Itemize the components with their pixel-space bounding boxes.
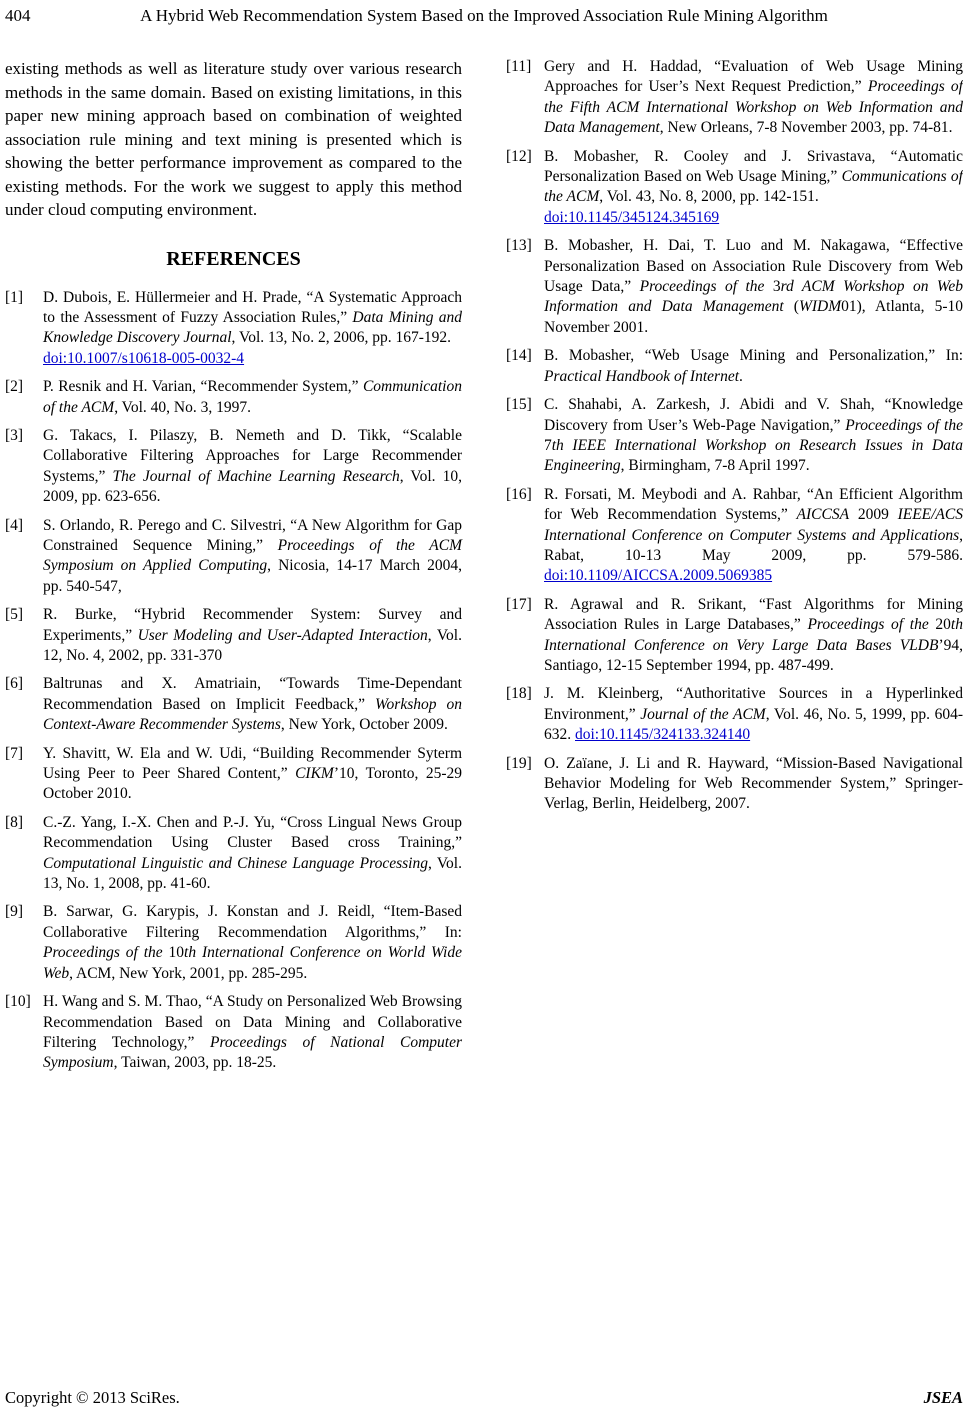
reference-item <box>506 395 963 477</box>
reference-item <box>506 485 963 587</box>
reference-item <box>506 684 963 745</box>
reference-text: S. Orlando, R. Perego and C. Silvestri, “A New Algorithm for Gap Constrained Sequence Mining,” Proceedings of the ACM Symposium on Applied Computing, Nicosia, 14-17 March 2004, pp. 540-547, <box>43 516 462 595</box>
reference-label: [18] <box>506 685 532 703</box>
reference-text: Y. Shavitt, W. Ela and W. Udi, “Building Recommender Syterm Using Peer to Peer Shared Content,” CIKM’10, Toronto, 25-29 October 2010. <box>43 744 462 803</box>
italic-title: th International Conference on World Wide Web <box>43 944 462 982</box>
italic-title: Communications of the ACM <box>544 168 963 206</box>
reference-item <box>506 147 963 229</box>
reference-text: R. Agrawal and R. Srikant, “Fast Algorithms for Mining Association Rules in Large Databases,” Proceedings of the 20th International Conference on Very Large Data Bases VLDB’94, Santiago, 12-15 September 1994, pp. 487-499. <box>544 595 963 674</box>
italic-title: Proceedings of the Fifth ACM International Workshop on Web Information and Data Management <box>544 78 963 137</box>
reference-text: J. M. Kleinberg, “Authoritative Sources in a Hyperlinked Environment,” Journal of the ACM, Vol. 46, No. 5, 1999, pp. 604-632. doi:10.1145/324133.324140 <box>544 685 963 744</box>
two-column-content <box>5 57 963 1112</box>
reference-label: [11] <box>506 58 532 75</box>
reference-item <box>5 674 462 735</box>
reference-item <box>5 426 462 508</box>
italic-title: Proceedings of the <box>43 944 169 962</box>
reference-text: G. Takacs, I. Pilaszy, B. Nemeth and D. Tikk, “Scalable Collaborative Filtering Approaches for Large Recommender Systems,” The Journal of Machine Learning Research, Vol. 10, 2009, pp. 623-656. <box>43 426 462 506</box>
doi-link[interactable]: doi:10.1145/345124.345169 <box>544 208 720 226</box>
reference-text: C. Shahabi, A. Zarkesh, J. Abidi and V. Shah, “Knowledge Discovery from User’s Web-Page Navigation,” Proceedings of the 7th IEEE International Workshop on Research Issues in Data Engineering, Birmingham, 7-8 April 1997. <box>544 396 963 475</box>
reference-label: [2] <box>5 378 24 396</box>
reference-label: [3] <box>5 426 24 444</box>
reference-item <box>5 288 462 370</box>
reference-text: O. Zaïane, J. Li and R. Hayward, “Mission-Based Navigational Behavior Modeling for Web Recommender System,” Springer-Verlag, Berlin, Heidelberg, 2007. <box>544 754 963 813</box>
copyright-text: Copyright © 2013 SciRes. <box>5 1388 180 1407</box>
italic-title: CIKM <box>295 765 334 783</box>
reference-label: [8] <box>5 813 24 831</box>
reference-label: [14] <box>506 347 532 365</box>
reference-item <box>506 236 963 338</box>
italic-title: Practical Handbook of Internet <box>544 367 739 385</box>
italic-title: AICCSA <box>796 506 850 524</box>
italic-title: Proceedings of the <box>845 416 963 434</box>
reference-text: Gery and H. Haddad, “Evaluation of Web Usage Mining Approaches for User’s Next Request Prediction,” Proceedings of the Fifth ACM International Workshop on Web Information and Data Management, New Orleans, 7-8 November 2003, pp. 74-81. <box>544 58 963 137</box>
reference-label: [7] <box>5 744 24 762</box>
reference-item <box>506 595 963 677</box>
reference-text: B. Mobasher, H. Dai, T. Luo and M. Nakagawa, “Effective Personalization Based on Association Rule Discovery from Web Usage Data,” Proceedings of the 3rd ACM Workshop on Web Information and Data Management (WIDM01), Atlanta, 5-10 November 2001. <box>544 237 963 336</box>
reference-label: [6] <box>5 675 24 693</box>
reference-label: [15] <box>506 396 532 414</box>
reference-item <box>5 516 462 598</box>
reference-text: Baltrunas and X. Amatriain, “Towards Time-Dependant Recommendation Based on Implicit Feedback,” Workshop on Context-Aware Recommender Systems, New York, October 2009. <box>43 675 463 734</box>
reference-label: [9] <box>5 903 24 921</box>
reference-label: [12] <box>506 147 532 165</box>
reference-item <box>5 813 462 895</box>
journal-abbrev: JSEA <box>923 1388 963 1407</box>
italic-title: Communication of the ACM <box>43 378 462 416</box>
italic-title: Data Mining and Knowledge Discovery Journal <box>43 308 462 347</box>
italic-title: Proceedings of National Computer Symposium <box>43 1033 462 1072</box>
italic-title: Proceedings of the <box>639 278 773 296</box>
page-footer <box>5 1388 963 1408</box>
reference-text: D. Dubois, E. Hüllermeier and H. Prade, “A Systematic Approach to the Assessment of Fuzzy Association Rules,” Data Mining and Knowledge Discovery Journal, Vol. 13, No. 2, 2006, pp. 167-192. doi:10.1007/s10618-005-0032-4 <box>43 288 462 367</box>
italic-title: WIDM <box>798 298 842 316</box>
reference-label: [10] <box>5 993 31 1011</box>
reference-label: [17] <box>506 595 532 613</box>
running-title: A Hybrid Web Recommendation System Based on the Improved Association Rule Mining Algorithm <box>140 6 828 25</box>
reference-label: [4] <box>5 516 24 534</box>
intro-paragraph: existing methods as well as literature study over various research methods in the same domain. Based on existing limitations, in this paper new mining approach based on combination of weighted association rule mining and text mining is presented which is showing the better performance improvement as compared to the existing methods. For the work we suggest to apply this method under cloud computing environment. <box>5 59 462 219</box>
italic-title: IEEE/ACS International Conference on Computer Systems and Applications <box>544 506 963 544</box>
reference-label: [16] <box>506 485 532 503</box>
page-number: 404 <box>5 6 31 25</box>
reference-item <box>506 346 963 387</box>
italic-title: Proceedings of the ACM Symposium on Applied Computing <box>43 536 462 575</box>
reference-item <box>506 57 963 139</box>
reference-text: P. Resnik and H. Varian, “Recommender System,” Communication of the ACM, Vol. 40, No. 3, 1997. <box>43 378 462 416</box>
reference-item <box>5 605 462 666</box>
italic-title: rd ACM Workshop on Web Information and Data Management <box>544 278 963 316</box>
reference-label: [5] <box>5 606 24 624</box>
reference-text: R. Forsati, M. Meybodi and A. Rahbar, “An Efficient Algorithm for Web Recommendation Systems,” AICCSA 2009 IEEE/ACS International Conference on Computer Systems and Applications, Rabat, 10-13 May 2009, pp. 579-586. doi:10.1109/AICCSA.2009.5069385 <box>544 485 963 585</box>
reference-item <box>506 754 963 815</box>
reference-label: [1] <box>5 288 24 306</box>
reference-text: B. Sarwar, G. Karypis, J. Konstan and J. Reidl, “Item-Based Collaborative Filtering Recommendation Algorithms,” In: Proceedings of the 10th International Conference on World Wide Web, ACM, New York, 2001, pp. 285-295. <box>43 903 462 982</box>
reference-text: C.-Z. Yang, I.-X. Chen and P.-J. Yu, “Cross Lingual News Group Recommendation Using Cluster Based cross Training,” Computational Linguistic and Chinese Language Processing, Vol. 13, No. 1, 2008, pp. 41-60. <box>43 813 462 893</box>
italic-title: th International Conference on Very Large Data Bases VLDB <box>544 616 963 654</box>
doi-link[interactable]: doi:10.1109/AICCSA.2009.5069385 <box>544 567 773 585</box>
reference-text: H. Wang and S. M. Thao, “A Study on Personalized Web Browsing Recommendation Based on Data Mining and Collaborative Filtering Technology,” Proceedings of National Computer Symposium, Taiwan, 2003, pp. 18-25. <box>43 993 462 1072</box>
reference-text: R. Burke, “Hybrid Recommender System: Survey and Experiments,” User Modeling and User-Adapted Interaction, Vol. 12, No. 4, 2002, pp. 331-370 <box>43 606 462 664</box>
italic-title: Computational Linguistic and Chinese Language Processing <box>43 854 428 872</box>
reference-item <box>5 744 462 805</box>
page-header <box>5 6 963 30</box>
italic-title: Workshop on Context-Aware Recommender Systems <box>43 695 463 734</box>
doi-link[interactable]: doi:10.1145/324133.324140 <box>575 726 751 744</box>
italic-title: Journal of the ACM <box>640 705 766 723</box>
references-heading: REFERENCES <box>166 247 301 270</box>
italic-title: The Journal of Machine Learning Research <box>112 467 400 485</box>
reference-item <box>5 992 462 1074</box>
reference-text: B. Mobasher, “Web Usage Mining and Personalization,” In: Practical Handbook of Internet. <box>544 347 963 385</box>
italic-title: User Modeling and User-Adapted Interaction <box>137 626 428 644</box>
italic-title: th IEEE International Workshop on Research Issues in Data Engineering <box>544 436 963 475</box>
reference-item <box>5 902 462 984</box>
reference-label: [19] <box>506 754 532 772</box>
reference-text: B. Mobasher, R. Cooley and J. Srivastava, “Automatic Personalization Based on Web Usage Mining,” Communications of the ACM, Vol. 43, No. 8, 2000, pp. 142-151. doi:10.1145/345124.345169 <box>544 147 963 226</box>
reference-label: [13] <box>506 237 532 255</box>
reference-item <box>5 377 462 418</box>
doi-link[interactable]: doi:10.1007/s10618-005-0032-4 <box>43 349 245 367</box>
italic-title: Proceedings of the <box>807 616 936 634</box>
